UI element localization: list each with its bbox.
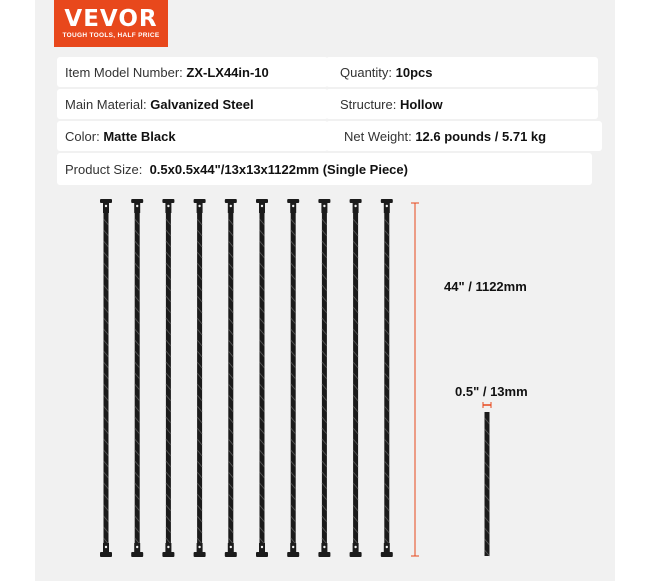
spec-size-label: Product Size:: [65, 161, 143, 177]
baluster: [256, 199, 268, 557]
spec-weight-label: Net Weight:: [344, 128, 412, 144]
baluster: [225, 199, 237, 557]
spec-structure-value: Hollow: [399, 96, 443, 112]
baluster: [381, 199, 393, 557]
brand-name: VEVOR: [64, 6, 158, 32]
baluster: [100, 199, 112, 557]
spec-model-value: ZX-LX44in-10: [186, 64, 269, 80]
single-baluster-detail: [485, 412, 490, 556]
spec-weight-value: 12.6 pounds / 5.71 kg: [415, 128, 547, 144]
baluster: [194, 199, 206, 557]
baluster: [131, 199, 143, 557]
spec-color-value: Matte Black: [103, 128, 176, 144]
spec-material-label: Main Material:: [65, 96, 147, 112]
baluster: [350, 199, 362, 557]
spec-quantity-label: Quantity:: [340, 64, 393, 80]
spec-structure-label: Structure:: [340, 96, 397, 112]
spec-color-label: Color:: [65, 128, 100, 144]
baluster: [162, 199, 174, 557]
spec-quantity-value: 10pcs: [395, 64, 433, 80]
brand-tagline: TOUGH TOOLS, HALF PRICE: [62, 32, 160, 39]
baluster: [485, 412, 490, 556]
baluster-group: [100, 199, 393, 557]
spec-material-value: Galvanized Steel: [150, 96, 254, 112]
length-label: 44" / 1122mm: [444, 279, 527, 294]
baluster: [318, 199, 330, 557]
width-label: 0.5" / 13mm: [455, 384, 528, 399]
baluster: [287, 199, 299, 557]
spec-model-label: Item Model Number:: [65, 64, 183, 80]
spec-size-value: 0.5x0.5x44"/13x13x1122mm (Single Piece): [149, 161, 408, 177]
